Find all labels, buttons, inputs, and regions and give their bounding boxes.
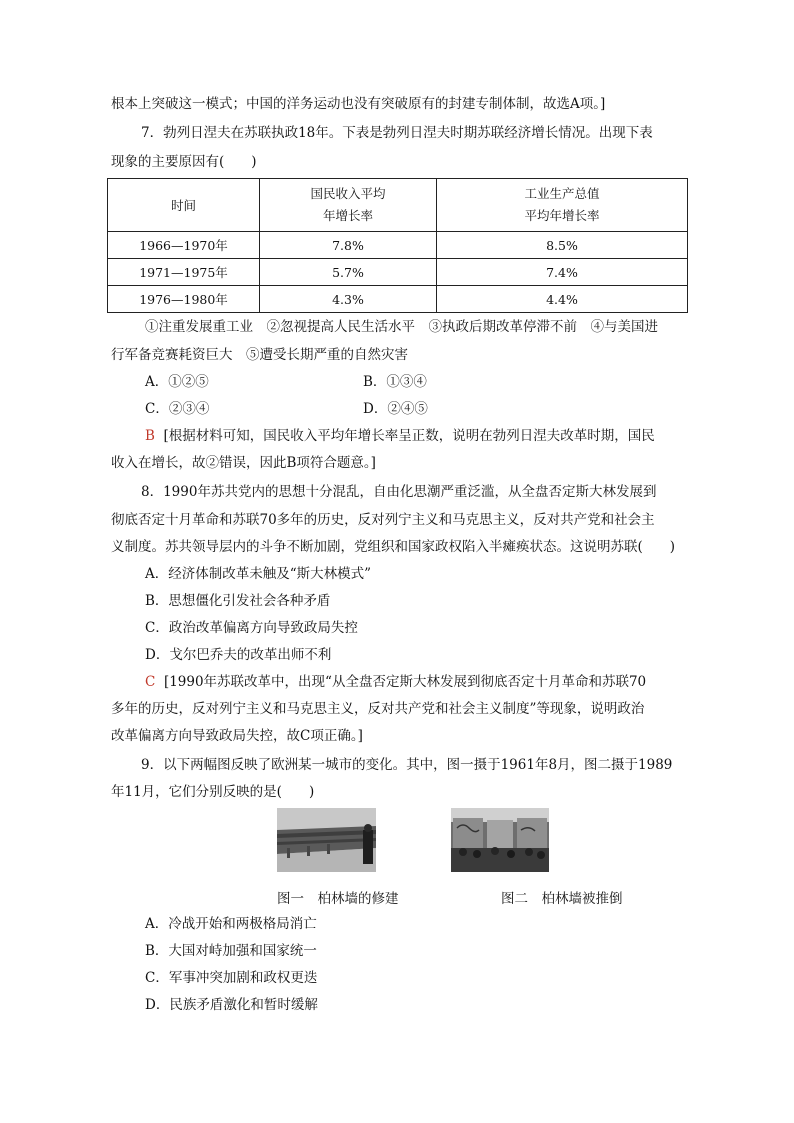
option-c: C．政治改革偏离方向导致政局失控 xyxy=(145,620,358,636)
header-income xyxy=(260,179,437,232)
figure-2-caption: 图二 柏林墙被推倒 xyxy=(501,891,623,907)
option-a: A．冷战开始和两极格局消亡 xyxy=(145,916,317,932)
cell-period: 1971—1975年 xyxy=(108,259,260,286)
cell-industry: 8.5% xyxy=(437,232,688,259)
question-8-stem-cont: 义制度。苏共领导层内的斗争不断加剧，党组织和国家政权陷入半瘫痪状态。这说明苏联( ) xyxy=(111,539,676,555)
table-row xyxy=(108,232,688,259)
cell-income: 4.3% xyxy=(260,286,437,313)
cell-period: 1966—1970年 xyxy=(108,232,260,259)
option-d: D．②④⑤ xyxy=(363,401,428,417)
cell-industry: 7.4% xyxy=(437,259,688,286)
answer-8-cont: 多年的历史，反对列宁主义和马克思主义，反对共产党和社会主义制度”等现象，说明政治 xyxy=(111,701,645,717)
answer-7-cont: 收入在增长，故②错误，因此B项符合题意。] xyxy=(111,455,376,471)
question-8-stem: 8．1990年苏共党内的思想十分混乱，自由化思潮严重泛滥，从全盘否定斯大林发展到 xyxy=(141,484,657,500)
header-industry-line1: 工业生产总值 xyxy=(524,186,600,201)
cell-industry: 4.4% xyxy=(437,286,688,313)
question-7-stem: 7．勃列日涅夫在苏联执政18年。下表是勃列日涅夫时期苏联经济增长情况。出现下表 xyxy=(141,125,653,141)
option-b: B．①③④ xyxy=(363,374,427,390)
table-row xyxy=(108,259,688,286)
question-9-stem-cont: 年11月，它们分别反映的是( ) xyxy=(111,784,315,800)
option-d: D．戈尔巴乔夫的改革出师不利 xyxy=(145,647,332,663)
answer-8-cont: 改革偏离方向导致政局失控，故C项正确。] xyxy=(111,728,363,744)
answer-explanation: [根据材料可知，国民收入平均年增长率呈正数，说明在勃列日涅夫改革时期，国民 xyxy=(163,428,655,444)
figure-1-caption: 图一 柏林墙的修建 xyxy=(277,891,399,907)
text-line: 根本上突破这一模式；中国的洋务运动也没有突破原有的封建专制体制，故选A项。] xyxy=(111,96,606,112)
header-income-line2: 年增长率 xyxy=(322,208,373,223)
question-8-stem-cont: 彻底否定十月革命和苏联70多年的历史，反对列宁主义和马克思主义，反对共产党和社会主 xyxy=(111,512,655,528)
cell-income: 7.8% xyxy=(260,232,437,259)
table-header-row xyxy=(108,179,688,232)
question-7-statements: ①注重发展重工业 ②忽视提高人民生活水平 ③执政后期改革停滞不前 ④与美国进 xyxy=(145,319,658,335)
question-9-stem: 9．以下两幅图反映了欧洲某一城市的变化。其中，图一摄于1961年8月，图二摄于1989 xyxy=(141,757,673,773)
cell-period: 1976—1980年 xyxy=(108,286,260,313)
answer-8 xyxy=(145,674,646,690)
question-7-statements-cont: 行军备竞赛耗资巨大 ⑤遭受长期严重的自然灾害 xyxy=(111,347,408,363)
header-time: 时间 xyxy=(108,179,260,232)
option-c: C．军事冲突加剧和政权更迭 xyxy=(145,970,318,986)
answer-letter: B xyxy=(145,428,155,444)
table-row xyxy=(108,286,688,313)
option-b: B．思想僵化引发社会各种矛盾 xyxy=(145,593,331,609)
cell-income: 5.7% xyxy=(260,259,437,286)
berlin-wall-fall-photo xyxy=(451,808,549,872)
option-a: A．经济体制改革未触及“斯大林模式” xyxy=(145,566,372,582)
answer-7 xyxy=(145,428,655,444)
answer-explanation: [1990年苏联改革中，出现“从全盘否定斯大林发展到彻底否定十月革命和苏联70 xyxy=(163,674,647,690)
question-7-stem-cont: 现象的主要原因有( ) xyxy=(111,154,257,170)
answer-letter: C xyxy=(145,674,156,690)
growth-table xyxy=(107,178,688,313)
header-industry-line2: 平均年增长率 xyxy=(524,208,600,223)
option-c: C．②③④ xyxy=(145,401,210,417)
option-a: A．①②⑤ xyxy=(145,374,209,390)
header-industry xyxy=(437,179,688,232)
option-b: B．大国对峙加强和国家统一 xyxy=(145,943,317,959)
header-income-line1: 国民收入平均 xyxy=(310,186,386,201)
berlin-wall-construction-photo xyxy=(277,808,376,872)
option-d: D．民族矛盾激化和暂时缓解 xyxy=(145,997,318,1013)
